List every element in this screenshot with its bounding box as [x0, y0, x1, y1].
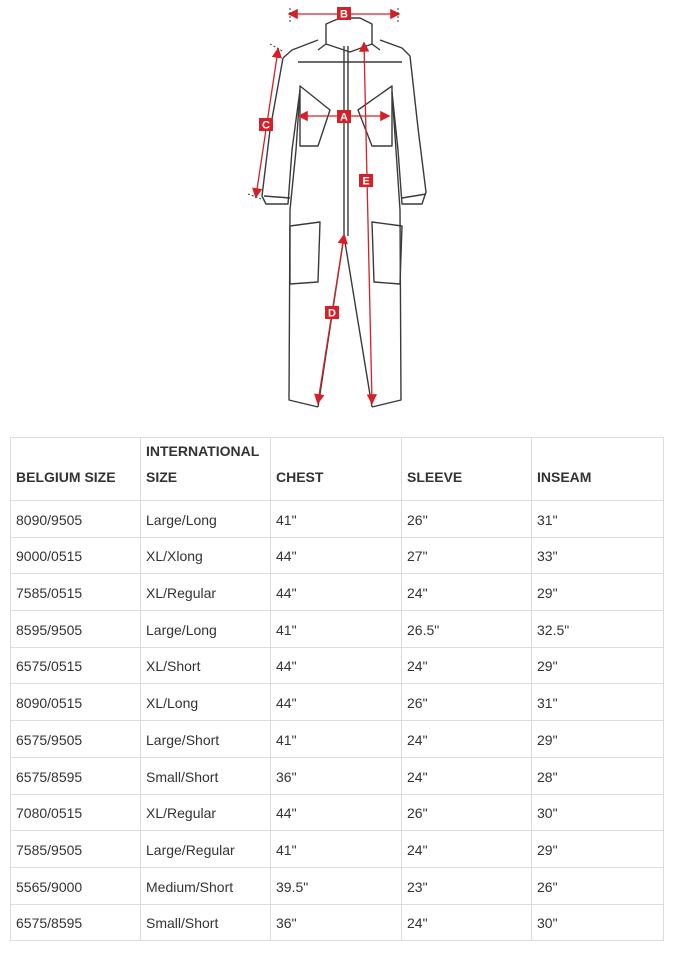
cell-chest: 36" — [271, 904, 402, 941]
cell-inseam: 30" — [532, 794, 664, 831]
cell-belgium-size: 6575/8595 — [11, 904, 141, 941]
cell-international-size: Medium/Short — [141, 867, 271, 904]
header-international-size: INTERNATIONAL SIZE — [141, 438, 271, 501]
cell-sleeve: 26" — [402, 794, 532, 831]
cell-international-size: XL/Xlong — [141, 537, 271, 574]
cell-international-size: XL/Regular — [141, 574, 271, 611]
table-row — [11, 501, 664, 538]
svg-text:D: D — [328, 307, 336, 320]
cell-inseam: 28" — [532, 757, 664, 794]
header-inseam: INSEAM — [532, 438, 664, 501]
cell-inseam: 31" — [532, 684, 664, 721]
cell-chest: 41" — [271, 831, 402, 868]
cell-international-size: Large/Long — [141, 501, 271, 538]
cell-sleeve: 24" — [402, 721, 532, 758]
table-row — [11, 721, 664, 758]
cell-chest: 41" — [271, 721, 402, 758]
size-chart-table — [10, 437, 664, 941]
cell-belgium-size: 7585/0515 — [11, 574, 141, 611]
table-row — [11, 831, 664, 868]
cell-belgium-size: 6575/0515 — [11, 647, 141, 684]
cell-sleeve: 26.5" — [402, 611, 532, 648]
table-row — [11, 794, 664, 831]
cell-belgium-size: 5565/9000 — [11, 867, 141, 904]
measure-label-b — [337, 7, 351, 21]
header-chest: CHEST — [271, 438, 402, 501]
cell-inseam: 29" — [532, 831, 664, 868]
cell-belgium-size: 7080/0515 — [11, 794, 141, 831]
cell-sleeve: 26" — [402, 684, 532, 721]
svg-text:A: A — [340, 111, 348, 124]
cell-sleeve: 24" — [402, 831, 532, 868]
header-sleeve: SLEEVE — [402, 438, 532, 501]
cell-inseam: 31" — [532, 501, 664, 538]
cell-chest: 44" — [271, 684, 402, 721]
table-row — [11, 757, 664, 794]
cell-sleeve: 27" — [402, 537, 532, 574]
table-row — [11, 684, 664, 721]
measure-label-c — [259, 118, 273, 132]
cell-belgium-size: 6575/8595 — [11, 757, 141, 794]
cell-inseam: 26" — [532, 867, 664, 904]
svg-text:B: B — [340, 8, 348, 21]
cell-chest: 44" — [271, 537, 402, 574]
cell-inseam: 29" — [532, 574, 664, 611]
cell-belgium-size: 8090/0515 — [11, 684, 141, 721]
svg-text:E: E — [362, 175, 370, 188]
cell-chest: 44" — [271, 794, 402, 831]
cell-belgium-size: 9000/0515 — [11, 537, 141, 574]
cell-chest: 41" — [271, 501, 402, 538]
table-row — [11, 867, 664, 904]
cell-chest: 44" — [271, 647, 402, 684]
cell-international-size: Small/Short — [141, 904, 271, 941]
measurement-lines — [256, 14, 398, 402]
cell-belgium-size: 6575/9505 — [11, 721, 141, 758]
coverall-illustration — [0, 0, 675, 420]
svg-text:C: C — [262, 119, 270, 132]
cell-inseam: 30" — [532, 904, 664, 941]
cell-belgium-size: 8090/9505 — [11, 501, 141, 538]
cell-sleeve: 24" — [402, 647, 532, 684]
header-belgium-size: BELGIUM SIZE — [11, 438, 141, 501]
table-header-row — [11, 438, 664, 501]
cell-inseam: 32.5" — [532, 611, 664, 648]
cell-international-size: Large/Long — [141, 611, 271, 648]
cell-sleeve: 23" — [402, 867, 532, 904]
cell-inseam: 29" — [532, 721, 664, 758]
cell-sleeve: 26'' — [402, 501, 532, 538]
table-row — [11, 574, 664, 611]
cell-inseam: 33" — [532, 537, 664, 574]
measure-label-e — [359, 174, 373, 188]
cell-international-size: XL/Regular — [141, 794, 271, 831]
cell-international-size: XL/Short — [141, 647, 271, 684]
cell-belgium-size: 8595/9505 — [11, 611, 141, 648]
measure-line-e — [364, 44, 372, 402]
cell-international-size: XL/Long — [141, 684, 271, 721]
cell-chest: 36" — [271, 757, 402, 794]
table-row — [11, 647, 664, 684]
cell-sleeve: 24" — [402, 904, 532, 941]
cell-international-size: Large/Short — [141, 721, 271, 758]
table-row — [11, 537, 664, 574]
cell-international-size: Large/Regular — [141, 831, 271, 868]
cell-belgium-size: 7585/9505 — [11, 831, 141, 868]
cell-chest: 41" — [271, 611, 402, 648]
table-row — [11, 904, 664, 941]
measure-label-a — [337, 110, 351, 124]
cell-sleeve: 24" — [402, 757, 532, 794]
cell-chest: 39.5" — [271, 867, 402, 904]
cell-international-size: Small/Short — [141, 757, 271, 794]
table-row — [11, 611, 664, 648]
cell-sleeve: 24" — [402, 574, 532, 611]
measure-label-d — [325, 306, 339, 320]
cell-chest: 44" — [271, 574, 402, 611]
coverall-measurement-diagram — [0, 0, 675, 420]
coverall-outline — [262, 18, 426, 407]
cell-inseam: 29" — [532, 647, 664, 684]
